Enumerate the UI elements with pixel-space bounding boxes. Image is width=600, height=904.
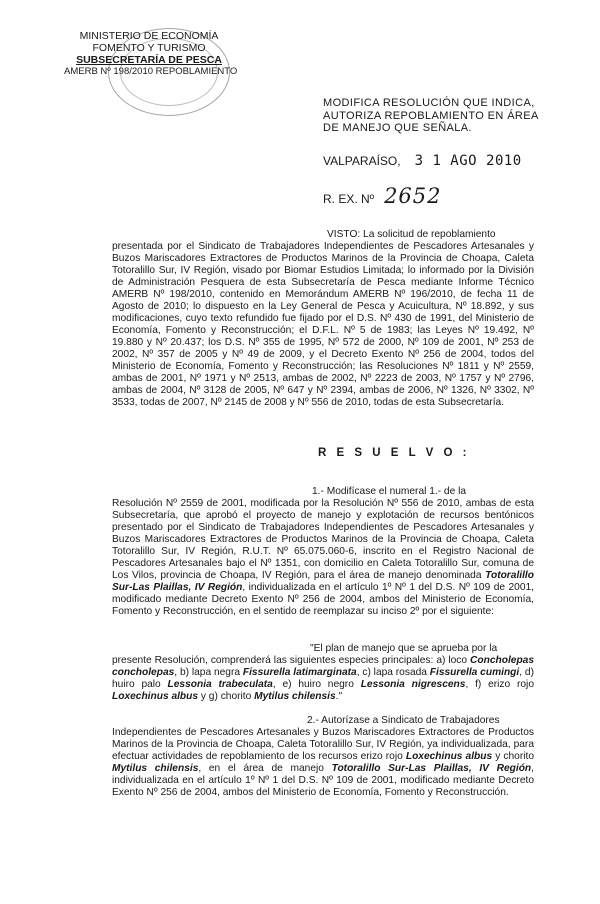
quote-text: presente Resolución, comprenderá las siguientes especies principales: a) loco — [112, 655, 468, 666]
quote-text: ." — [335, 691, 343, 702]
species-name: Concholepas concholepas — [112, 655, 534, 678]
article-2-paragraph — [112, 715, 534, 799]
article-1-lead: 1.- Modifícase el numeral 1.- de la — [312, 486, 467, 497]
species-name: Lessonia trabeculata — [167, 679, 273, 690]
article-2-text: y chorito — [492, 751, 534, 762]
quote-lead: "El plan de manejo que se aprueba por la — [310, 643, 498, 654]
quote-text: , b) lapa negra — [174, 667, 241, 678]
article-2-text: Independientes de Pescadores Artesanales y Buzos Mariscadores Extractores de Productos Marinos de la Provincia de Choapa, Caleta Totoralillo Sur, IV Región, ya individualizada, para efectuar actividades de repoblamiento de los recursos erizo rojo — [112, 727, 534, 762]
quote-text: , e) huiro negro — [272, 679, 354, 690]
quote-text: , d) huiro palo — [112, 667, 534, 690]
article-2-text: , en el área de manejo — [198, 763, 324, 774]
visto-text: presentada por el Sindicato de Trabajadores Independientes de Pescadores Artesanales y Buzos Mariscadores Extractores de Productos Marinos de la Provincia de Choapa, Caleta Totoralillo Sur, IV Región, visado por Biomar Estudios Limitada; lo informado por la División de Administración Pesquera de esta Subsecretaría de Pesca mediante Informe Técnico AMERB Nº 198/2010, contenido en Memorándum AMERB Nº 196/2010, de fecha 11 de Agosto de 2010; lo dispuesto en la Ley General de Pesca y Acuicultura, Nº 18.892, y sus modificaciones, cuyo texto refundido fue fijado por el D.S. Nº 430 de 1991, del Ministerio de Economía, Fomento y Reconstrucción; el D.F.L. Nº 5 de 1983; las Leyes Nº 19.492, Nº 19.880 y Nº 20.437; los D.S. Nº 355 de 1995, Nº 572 de 2000, Nº 109 de 2001, Nº 253 de 2002, Nº 357 de 2005 y Nº 49 de 2009, y el Decreto Exento Nº 256 de 2004, todos del Ministerio de Economía, Fomento y Reconstrucción; las Resoluciones Nº 1811 y Nº 2559, ambas de 2001, Nº 1971 y Nº 2513, ambas de 2002, Nº 2223 de 2003, Nº 1757 y Nº 2796, ambas de 2004, Nº 3128 de 2005, Nº 647 y Nº 2394, ambas de 2006, Nº 1326, Nº 3302, Nº 3533, todas de 2007, Nº 2145 de 2008 y Nº 556 de 2010, todas de esta Subsecretaría. — [112, 241, 534, 408]
species-name: Fissurella cumingi — [429, 667, 520, 678]
species-name: Mytilus chilensis — [254, 691, 336, 702]
quote-text: , c) lapa rosada — [356, 667, 427, 678]
ministry-division: FOMENTO Y TURISMO — [92, 42, 206, 54]
species-name: Lessonia nigrescens — [360, 679, 466, 690]
quote-text: , f) erizo rojo — [465, 679, 534, 690]
subsecretaria-name: SUBSECRETARÍA DE PESCA — [76, 54, 222, 66]
visto-lead: VISTO: La solicitud de repoblamiento — [327, 229, 496, 240]
ministry-name: MINISTERIO DE ECONOMÍA — [79, 30, 219, 42]
resolution-label: R. EX. Nº — [323, 192, 375, 206]
resolution-number: 2652 — [384, 184, 442, 208]
resolution-number-line — [323, 184, 442, 208]
amerb-reference: AMERB Nº 198/2010 REPOBLAMIENTO — [64, 66, 238, 77]
article-1-text-a: Resolución Nº 2559 de 2001, modificada por la Resolución Nº 556 de 2010, ambas de esta Subsecretaría, que aprobó el proyecto de manejo y explotación de recursos bentónicos presentado por el Sindicato de Trabajadores Independientes de Pescadores Artesanales y Buzos Mariscadores Extractores de Productos Marinos de la Provincia de Choapa, Caleta Totoralillo Sur, IV Región, R.U.T. Nº 65.075.060-6, inscrito en el Registro Nacional de Pescadores Artesanales bajo el Nº 1351, con domicilio en Caleta Totoralillo Sur, comuna de Los Vilos, provincia de Choapa, IV Región, para el área de manejo denominada — [112, 498, 534, 581]
ministry-header — [64, 30, 238, 78]
article-2-lead: 2.- Autorízase a Sindicato de Trabajadores — [307, 715, 500, 726]
species-name: Loxechinus albus — [112, 691, 199, 702]
species-name: Fissurella latimarginata — [242, 667, 357, 678]
place-date-line — [323, 153, 553, 169]
visto-paragraph — [112, 229, 534, 409]
article-1-text-b: , individualizada en el artículo 1º Nº 1 del D.S. Nº 109 de 2001, modificado mediante Decreto Exento Nº 256 de 2004, ambos del Ministerio de Economía, Fomento y Reconstrucción, en el sentido de reemplazar su inciso 2º por el siguiente: — [112, 582, 534, 617]
species-name: Mytilus chilensis — [112, 763, 199, 774]
article-2-area-name: Totoralillo Sur-Las Plaillas, IV Región — [331, 763, 532, 774]
article-1-area-name: Totoralillo Sur-Las Plaillas, IV Región — [112, 570, 534, 593]
species-name: Loxechinus albus — [405, 751, 493, 762]
quoted-paragraph — [112, 643, 534, 703]
quote-text: y g) chorito — [198, 691, 252, 702]
resuelvo-heading: R E S U E L V O : — [318, 447, 470, 459]
date-stamp: 3 1 AGO 2010 — [414, 153, 522, 169]
article-1-paragraph — [112, 486, 534, 618]
place: VALPARAÍSO, — [323, 154, 401, 168]
resolution-subject: MODIFICA RESOLUCIÓN QUE INDICA, AUTORIZA REPOBLAMIENTO EN ÁREA DE MANEJO QUE SEÑALA. — [323, 97, 539, 134]
article-2-text: , individualizada en el artículo 1º Nº 1 del D.S. Nº 109 de 2001, modificado mediante Decreto Exento Nº 256 de 2004, ambos del Ministerio de Economía, Fomento y Reconstrucción. — [112, 763, 534, 798]
